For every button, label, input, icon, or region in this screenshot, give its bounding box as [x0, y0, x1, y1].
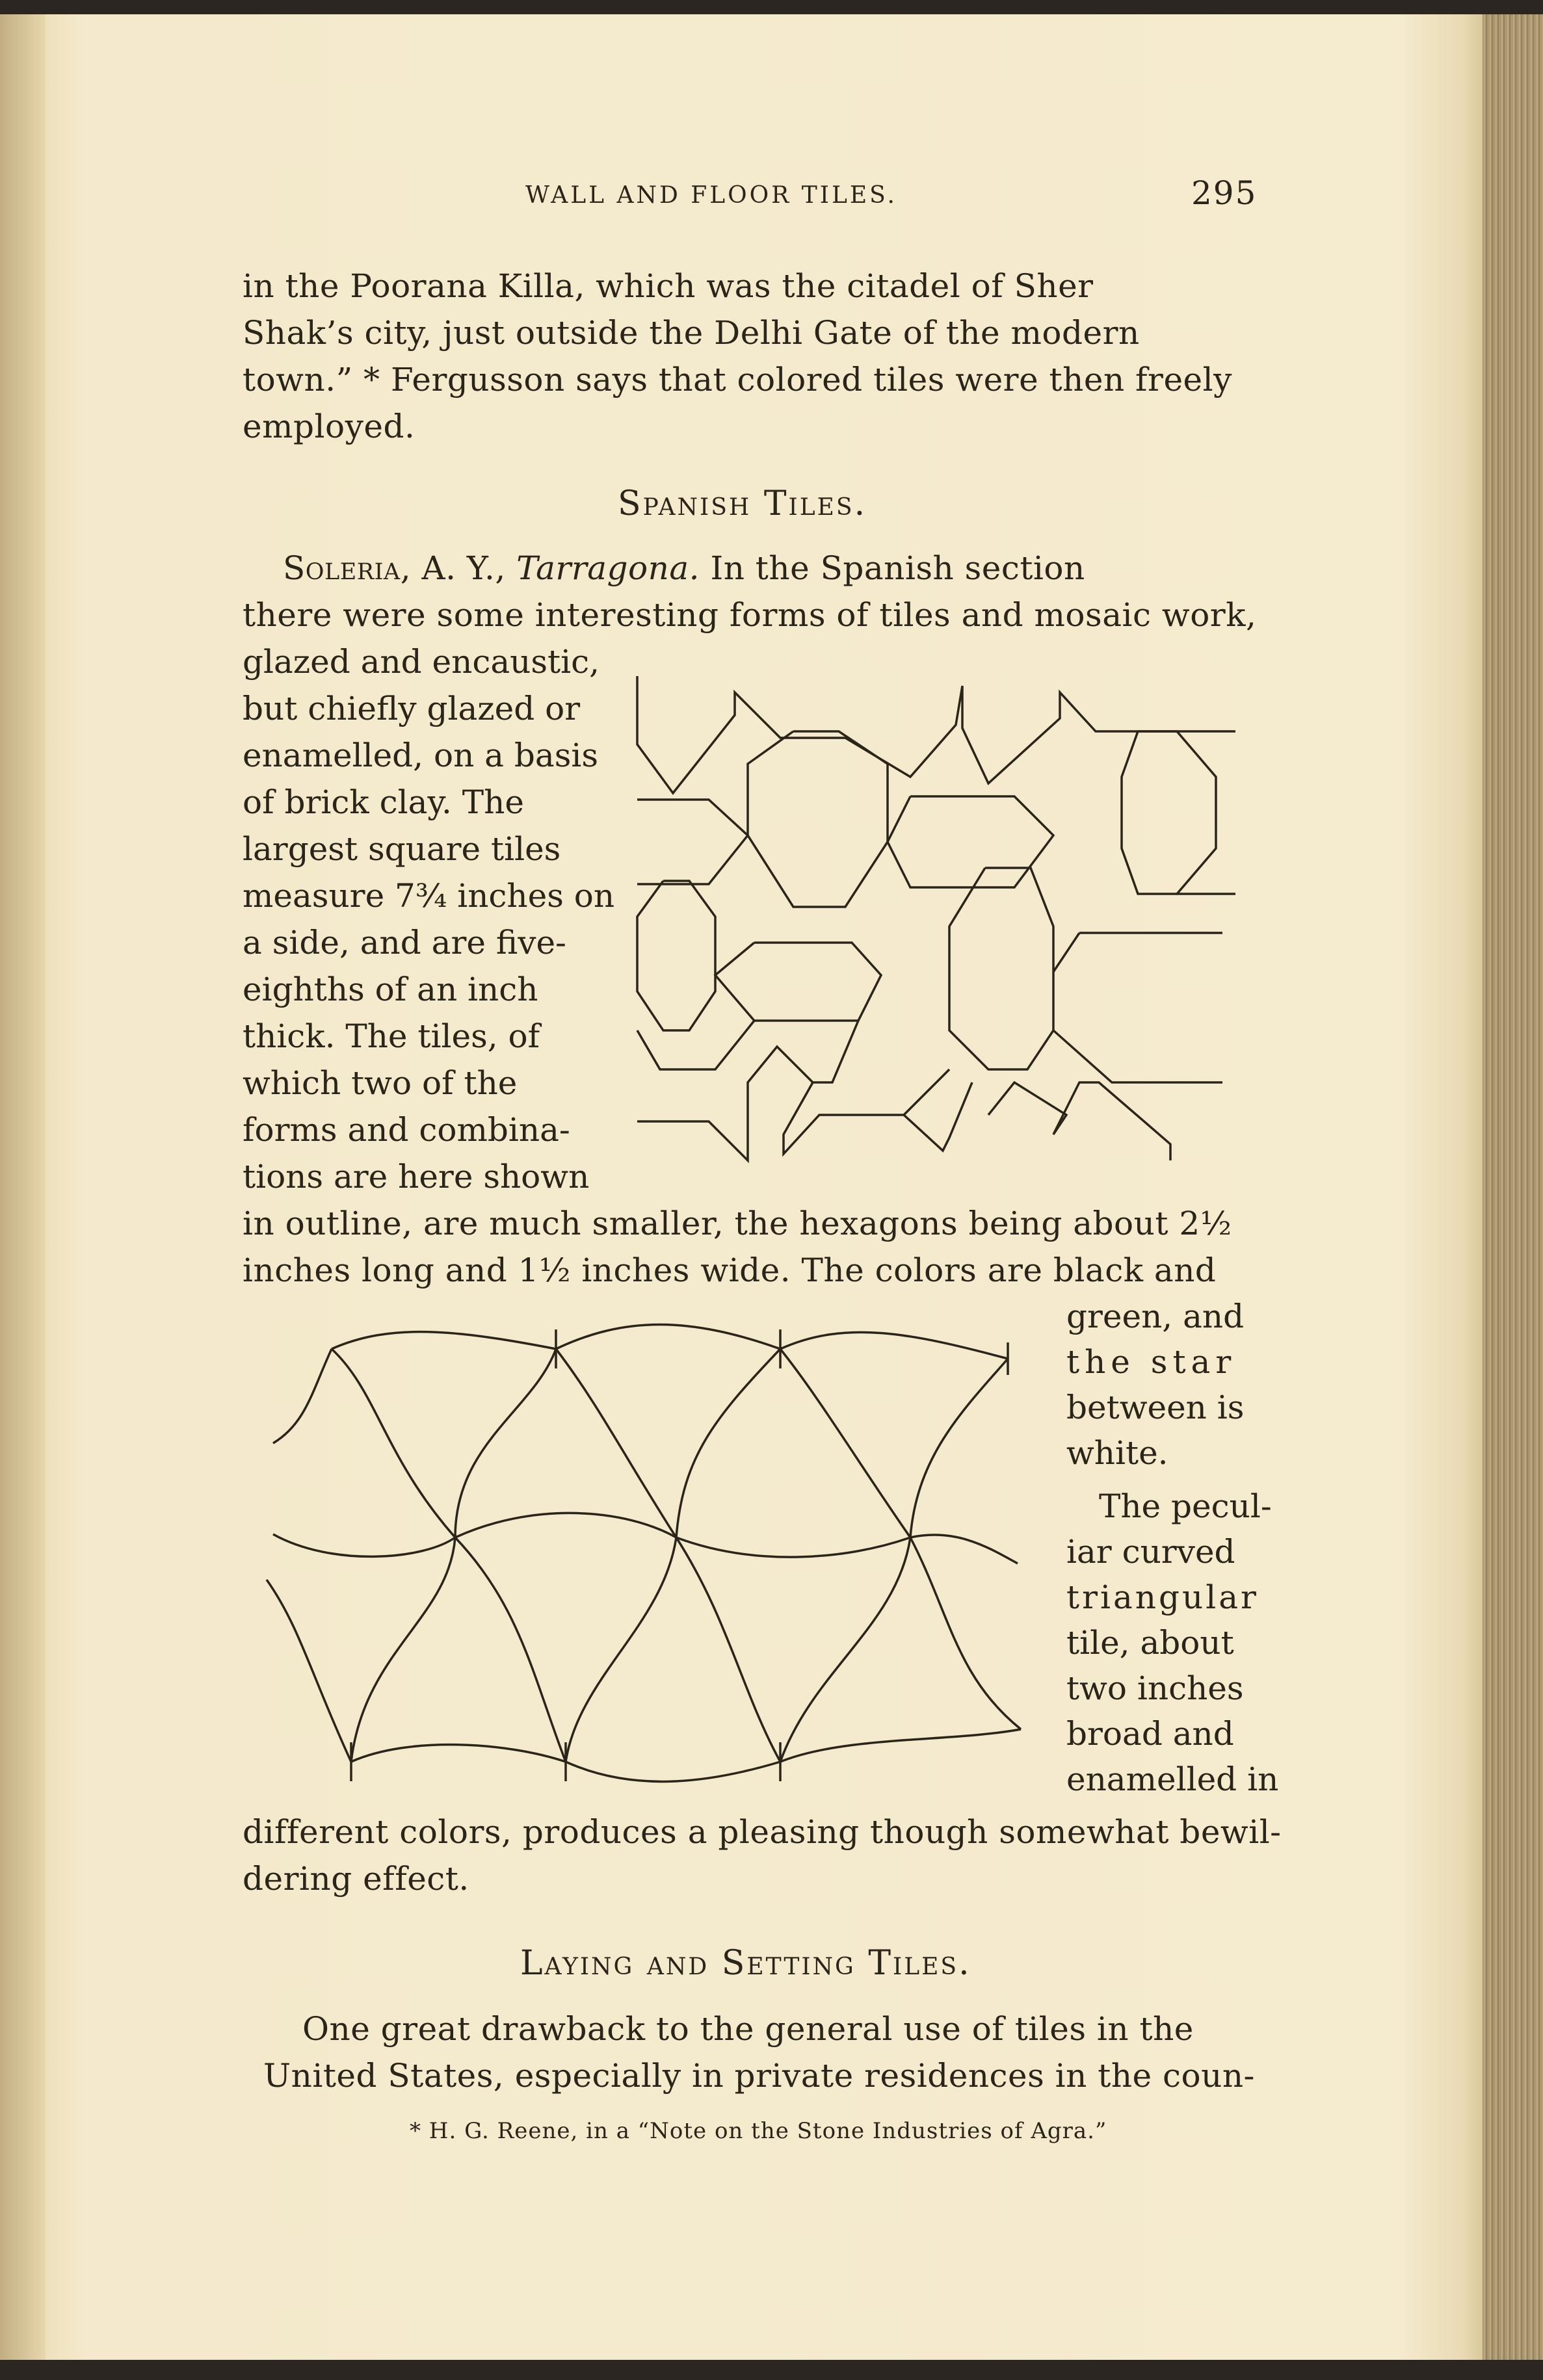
- text-line: United States, especially in private residences in the coun-: [263, 2057, 1255, 2095]
- wrap-line: broad and: [1066, 1715, 1234, 1753]
- place-name: Tarragona.: [516, 549, 700, 587]
- wrap-line: between is: [1066, 1389, 1245, 1426]
- text-line: there were some interesting forms of tiles and mosaic work,: [243, 596, 1257, 634]
- wrap-line: tions are here shown: [243, 1158, 590, 1196]
- wrap-line: iar curved: [1066, 1533, 1235, 1571]
- text-line: [283, 545, 1085, 592]
- maker-name: Soleria, A. Y.,: [283, 549, 506, 587]
- hexagon-tile-figure: [624, 666, 1261, 1186]
- wrap-line: forms and combina-: [243, 1111, 570, 1149]
- wrap-line: but chiefly glazed or: [243, 690, 581, 727]
- running-title: WALL AND FLOOR TILES.: [525, 182, 897, 209]
- wrap-line: which two of the: [243, 1064, 518, 1102]
- wrap-line: enamelled in: [1066, 1760, 1279, 1798]
- wrap-line: of brick clay. The: [243, 783, 524, 821]
- curved-triangle-tile-figure: [260, 1313, 1040, 1794]
- text-line: in the Poorana Killa, which was the citadel of Sher: [243, 267, 1094, 305]
- wrap-line: white.: [1066, 1434, 1168, 1472]
- wrap-line: enamelled, on a basis: [243, 737, 598, 774]
- wrap-line: two inches: [1066, 1669, 1244, 1707]
- scan-border-top: [0, 0, 1543, 14]
- book-fore-edge: [1483, 0, 1543, 2380]
- text-line: different colors, produces a pleasing though somewhat bewil-: [243, 1813, 1282, 1851]
- text-line: dering effect.: [243, 1860, 469, 1898]
- text-line: town.” * Fergusson says that colored tiles were then freely: [243, 361, 1232, 399]
- wrap-line: green, and: [1066, 1298, 1245, 1335]
- wrap-line: glazed and encaustic,: [243, 643, 600, 681]
- text-line: employed.: [243, 408, 415, 445]
- wrap-line: measure 7¾ inches on: [243, 877, 615, 915]
- wrap-line: tile, about: [1066, 1624, 1234, 1662]
- scan-border-bottom: [0, 2360, 1543, 2380]
- wrap-line: eighths of an inch: [243, 971, 538, 1008]
- footnote: * H. G. Reene, in a “Note on the Stone Industries of Agra.”: [410, 2118, 1107, 2144]
- page-number: 295: [1191, 174, 1258, 212]
- text-line: One great drawback to the general use of tiles in the: [302, 2010, 1194, 2048]
- section-heading: Spanish Tiles.: [618, 484, 867, 523]
- section-heading: Laying and Setting Tiles.: [520, 1944, 971, 1983]
- wrap-line: the star: [1066, 1343, 1237, 1381]
- text-line: in outline, are much smaller, the hexagons being about 2½: [243, 1205, 1232, 1242]
- text-line: inches long and 1½ inches wide. The colors are black and: [243, 1251, 1217, 1289]
- wrap-line: largest square tiles: [243, 830, 561, 868]
- wrap-line: The pecul-: [1099, 1487, 1272, 1525]
- wrap-line: thick. The tiles, of: [243, 1017, 540, 1055]
- left-page-edge: [0, 0, 46, 2380]
- wrap-line: a side, and are five-: [243, 924, 566, 961]
- wrap-line: triangular: [1066, 1578, 1259, 1616]
- text-line: Shak’s city, just outside the Delhi Gate of the modern: [243, 314, 1140, 352]
- lead-rest: In the Spanish section: [700, 549, 1085, 587]
